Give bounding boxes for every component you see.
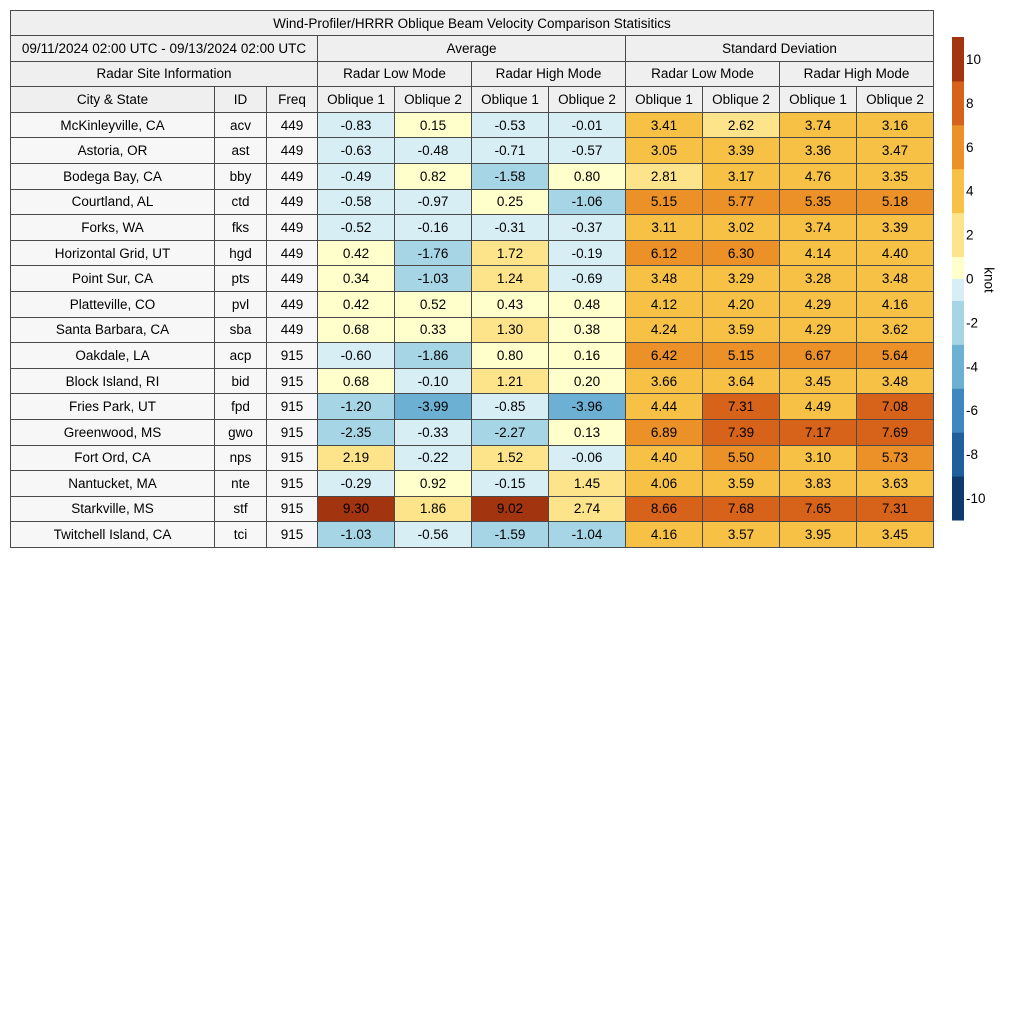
cell-freq: 915 (267, 471, 318, 497)
cell-avg-high-oblique-2: -0.19 (549, 240, 626, 266)
column-header-std-high-oblique-1: Oblique 1 (780, 87, 857, 113)
colorbar-segment (952, 125, 964, 169)
cell-avg-high-oblique-1: 0.80 (472, 343, 549, 369)
cell-std-high-oblique-2: 3.48 (857, 368, 934, 394)
cell-std-low-oblique-2: 5.50 (703, 445, 780, 471)
cell-std-high-oblique-1: 4.76 (780, 163, 857, 189)
cell-avg-low-oblique-1: -0.58 (318, 189, 395, 215)
cell-std-high-oblique-1: 5.35 (780, 189, 857, 215)
cell-std-low-oblique-2: 3.39 (703, 138, 780, 164)
cell-std-high-oblique-2: 5.18 (857, 189, 934, 215)
colorbar-segment (952, 37, 964, 81)
cell-freq: 449 (267, 189, 318, 215)
cell-std-low-oblique-1: 3.11 (626, 215, 703, 241)
cell-freq: 449 (267, 138, 318, 164)
cell-std-low-oblique-1: 4.06 (626, 471, 703, 497)
cell-avg-high-oblique-1: -0.85 (472, 394, 549, 420)
cell-id: sba (215, 317, 267, 343)
cell-id: tci (215, 522, 267, 548)
cell-avg-high-oblique-1: -0.31 (472, 215, 549, 241)
cell-std-high-oblique-1: 3.28 (780, 266, 857, 292)
colorbar-segment (952, 169, 964, 213)
cell-freq: 915 (267, 496, 318, 522)
std-low-mode-header: Radar Low Mode (626, 61, 780, 87)
colorbar-label: knot (981, 267, 997, 293)
cell-std-low-oblique-2: 4.20 (703, 291, 780, 317)
cell-std-low-oblique-1: 2.81 (626, 163, 703, 189)
cell-std-low-oblique-2: 3.59 (703, 317, 780, 343)
cell-city: Platteville, CO (11, 291, 215, 317)
cell-avg-high-oblique-2: 0.16 (549, 343, 626, 369)
cell-avg-high-oblique-2: -0.69 (549, 266, 626, 292)
table-row (11, 471, 934, 497)
cell-std-low-oblique-1: 4.40 (626, 445, 703, 471)
cell-city: Horizontal Grid, UT (11, 240, 215, 266)
colorbar-segment (952, 300, 964, 344)
avg-high-mode-header: Radar High Mode (472, 61, 626, 87)
cell-avg-high-oblique-2: 0.20 (549, 368, 626, 394)
cell-std-high-oblique-2: 7.08 (857, 394, 934, 420)
cell-avg-low-oblique-2: -0.22 (395, 445, 472, 471)
cell-freq: 449 (267, 266, 318, 292)
colorbar-tick-label: -10 (966, 491, 986, 507)
cell-std-low-oblique-1: 6.89 (626, 419, 703, 445)
cell-avg-low-oblique-2: -0.10 (395, 368, 472, 394)
cell-avg-low-oblique-2: -0.33 (395, 419, 472, 445)
cell-avg-high-oblique-1: 9.02 (472, 496, 549, 522)
statistics-table (10, 10, 934, 548)
cell-freq: 915 (267, 343, 318, 369)
column-header-avg-low-oblique-1: Oblique 1 (318, 87, 395, 113)
cell-std-high-oblique-2: 3.45 (857, 522, 934, 548)
cell-std-high-oblique-2: 3.35 (857, 163, 934, 189)
cell-std-low-oblique-1: 8.66 (626, 496, 703, 522)
date-range: 09/11/2024 02:00 UTC - 09/13/2024 02:00 UTC (11, 36, 318, 62)
colorbar-tick-label: -8 (966, 447, 979, 463)
cell-city: Astoria, OR (11, 138, 215, 164)
cell-id: acv (215, 112, 267, 138)
cell-std-high-oblique-1: 4.14 (780, 240, 857, 266)
cell-avg-high-oblique-2: -0.37 (549, 215, 626, 241)
table-row (11, 189, 934, 215)
cell-std-high-oblique-2: 7.69 (857, 419, 934, 445)
cell-avg-low-oblique-1: -2.35 (318, 419, 395, 445)
cell-std-low-oblique-2: 5.15 (703, 343, 780, 369)
cell-city: Santa Barbara, CA (11, 317, 215, 343)
cell-avg-high-oblique-1: -0.71 (472, 138, 549, 164)
cell-std-low-oblique-1: 4.16 (626, 522, 703, 548)
cell-avg-low-oblique-2: 0.33 (395, 317, 472, 343)
cell-avg-high-oblique-1: 1.72 (472, 240, 549, 266)
colorbar-tick-label: 2 (966, 227, 974, 243)
cell-std-high-oblique-2: 5.73 (857, 445, 934, 471)
cell-id: fks (215, 215, 267, 241)
cell-city: McKinleyville, CA (11, 112, 215, 138)
cell-city: Bodega Bay, CA (11, 163, 215, 189)
cell-id: nte (215, 471, 267, 497)
cell-avg-high-oblique-2: 0.48 (549, 291, 626, 317)
colorbar-segment (952, 388, 964, 432)
table-row (11, 317, 934, 343)
cell-city: Greenwood, MS (11, 419, 215, 445)
colorbar-segment (952, 257, 964, 279)
cell-id: pts (215, 266, 267, 292)
cell-avg-high-oblique-1: 1.24 (472, 266, 549, 292)
cell-std-high-oblique-2: 7.31 (857, 496, 934, 522)
table-row (11, 445, 934, 471)
cell-freq: 915 (267, 522, 318, 548)
colorbar-segment (952, 432, 964, 476)
cell-std-high-oblique-2: 3.16 (857, 112, 934, 138)
table-row (11, 368, 934, 394)
cell-avg-high-oblique-1: 1.21 (472, 368, 549, 394)
colorbar-tick-label: 8 (966, 95, 974, 111)
cell-std-low-oblique-1: 5.15 (626, 189, 703, 215)
table-row (11, 215, 934, 241)
cell-avg-low-oblique-1: -0.52 (318, 215, 395, 241)
cell-std-high-oblique-1: 4.29 (780, 291, 857, 317)
std-high-mode-header: Radar High Mode (780, 61, 934, 87)
cell-id: ast (215, 138, 267, 164)
table-row (11, 266, 934, 292)
table-row (11, 291, 934, 317)
column-header-std-low-oblique-1: Oblique 1 (626, 87, 703, 113)
cell-std-high-oblique-1: 3.74 (780, 112, 857, 138)
cell-id: nps (215, 445, 267, 471)
cell-std-low-oblique-2: 3.57 (703, 522, 780, 548)
cell-std-low-oblique-1: 3.48 (626, 266, 703, 292)
cell-freq: 915 (267, 419, 318, 445)
cell-std-high-oblique-2: 4.16 (857, 291, 934, 317)
cell-avg-high-oblique-2: -1.04 (549, 522, 626, 548)
cell-city: Fries Park, UT (11, 394, 215, 420)
table-row (11, 112, 934, 138)
cell-avg-low-oblique-2: -0.56 (395, 522, 472, 548)
cell-avg-high-oblique-2: 0.80 (549, 163, 626, 189)
cell-std-low-oblique-2: 3.02 (703, 215, 780, 241)
cell-freq: 449 (267, 291, 318, 317)
cell-std-low-oblique-2: 3.59 (703, 471, 780, 497)
cell-avg-low-oblique-1: 0.42 (318, 240, 395, 266)
cell-freq: 915 (267, 445, 318, 471)
colorbar-segment (952, 81, 964, 125)
cell-std-low-oblique-1: 6.42 (626, 343, 703, 369)
cell-city: Starkville, MS (11, 496, 215, 522)
cell-std-high-oblique-2: 3.47 (857, 138, 934, 164)
cell-std-high-oblique-1: 3.36 (780, 138, 857, 164)
cell-city: Fort Ord, CA (11, 445, 215, 471)
cell-freq: 449 (267, 112, 318, 138)
avg-low-mode-header: Radar Low Mode (318, 61, 472, 87)
cell-avg-high-oblique-1: -1.58 (472, 163, 549, 189)
cell-avg-low-oblique-1: 0.42 (318, 291, 395, 317)
cell-avg-high-oblique-2: 1.45 (549, 471, 626, 497)
cell-id: gwo (215, 419, 267, 445)
column-header-city: City & State (11, 87, 215, 113)
cell-avg-low-oblique-1: 0.68 (318, 317, 395, 343)
column-header-avg-high-oblique-1: Oblique 1 (472, 87, 549, 113)
cell-std-high-oblique-1: 6.67 (780, 343, 857, 369)
table-row (11, 394, 934, 420)
cell-avg-low-oblique-2: -0.16 (395, 215, 472, 241)
column-header-avg-high-oblique-2: Oblique 2 (549, 87, 626, 113)
colorbar-tick-label: -2 (966, 315, 979, 331)
cell-std-high-oblique-2: 5.64 (857, 343, 934, 369)
cell-std-high-oblique-2: 3.62 (857, 317, 934, 343)
table-row (11, 419, 934, 445)
cell-avg-high-oblique-1: -2.27 (472, 419, 549, 445)
table-row (11, 163, 934, 189)
cell-avg-low-oblique-2: 0.15 (395, 112, 472, 138)
cell-avg-low-oblique-2: -0.97 (395, 189, 472, 215)
cell-avg-high-oblique-2: -3.96 (549, 394, 626, 420)
cell-city: Block Island, RI (11, 368, 215, 394)
cell-std-high-oblique-1: 3.10 (780, 445, 857, 471)
colorbar-tick-label: 10 (966, 51, 982, 67)
cell-avg-high-oblique-1: -0.15 (472, 471, 549, 497)
cell-std-high-oblique-2: 3.39 (857, 215, 934, 241)
cell-city: Point Sur, CA (11, 266, 215, 292)
cell-std-high-oblique-2: 3.48 (857, 266, 934, 292)
cell-avg-high-oblique-2: -0.01 (549, 112, 626, 138)
cell-avg-low-oblique-2: -0.48 (395, 138, 472, 164)
cell-std-high-oblique-1: 3.95 (780, 522, 857, 548)
table-row (11, 496, 934, 522)
cell-avg-high-oblique-1: 0.43 (472, 291, 549, 317)
cell-avg-high-oblique-1: 0.25 (472, 189, 549, 215)
cell-avg-low-oblique-1: 2.19 (318, 445, 395, 471)
cell-freq: 449 (267, 215, 318, 241)
cell-std-low-oblique-1: 4.12 (626, 291, 703, 317)
cell-std-high-oblique-1: 4.49 (780, 394, 857, 420)
cell-freq: 449 (267, 317, 318, 343)
cell-freq: 915 (267, 368, 318, 394)
cell-avg-high-oblique-2: -0.57 (549, 138, 626, 164)
cell-avg-low-oblique-2: -1.86 (395, 343, 472, 369)
colorbar-tick-label: 4 (966, 183, 974, 199)
cell-id: stf (215, 496, 267, 522)
colorbar-tick-label: -4 (966, 359, 979, 375)
colorbar (952, 37, 1022, 527)
cell-city: Oakdale, LA (11, 343, 215, 369)
cell-std-low-oblique-1: 3.05 (626, 138, 703, 164)
cell-std-high-oblique-2: 4.40 (857, 240, 934, 266)
cell-city: Forks, WA (11, 215, 215, 241)
cell-avg-low-oblique-2: 0.52 (395, 291, 472, 317)
cell-freq: 915 (267, 394, 318, 420)
cell-avg-low-oblique-1: -0.83 (318, 112, 395, 138)
table-row (11, 343, 934, 369)
cell-avg-low-oblique-1: -1.03 (318, 522, 395, 548)
cell-std-low-oblique-2: 6.30 (703, 240, 780, 266)
cell-std-high-oblique-1: 3.45 (780, 368, 857, 394)
cell-avg-low-oblique-1: -0.29 (318, 471, 395, 497)
cell-std-high-oblique-1: 7.17 (780, 419, 857, 445)
cell-avg-high-oblique-1: -0.53 (472, 112, 549, 138)
column-header-std-low-oblique-2: Oblique 2 (703, 87, 780, 113)
cell-std-low-oblique-2: 5.77 (703, 189, 780, 215)
column-header-avg-low-oblique-2: Oblique 2 (395, 87, 472, 113)
colorbar-segment (952, 476, 964, 520)
colorbar-tick-label: -6 (966, 403, 979, 419)
cell-std-low-oblique-1: 4.44 (626, 394, 703, 420)
cell-std-low-oblique-2: 3.64 (703, 368, 780, 394)
cell-std-low-oblique-1: 4.24 (626, 317, 703, 343)
cell-avg-low-oblique-2: 1.86 (395, 496, 472, 522)
cell-freq: 449 (267, 163, 318, 189)
cell-avg-high-oblique-1: 1.30 (472, 317, 549, 343)
table-row (11, 522, 934, 548)
colorbar-tick-label: 0 (966, 271, 974, 287)
cell-avg-low-oblique-1: 9.30 (318, 496, 395, 522)
cell-avg-high-oblique-2: 0.38 (549, 317, 626, 343)
cell-avg-low-oblique-1: -1.20 (318, 394, 395, 420)
cell-avg-low-oblique-2: -1.76 (395, 240, 472, 266)
colorbar-tick-label: 6 (966, 139, 974, 155)
cell-id: ctd (215, 189, 267, 215)
cell-std-low-oblique-1: 3.41 (626, 112, 703, 138)
cell-city: Courtland, AL (11, 189, 215, 215)
cell-avg-high-oblique-2: 2.74 (549, 496, 626, 522)
cell-avg-low-oblique-1: 0.68 (318, 368, 395, 394)
cell-avg-low-oblique-2: 0.82 (395, 163, 472, 189)
cell-avg-high-oblique-2: 0.13 (549, 419, 626, 445)
cell-std-high-oblique-1: 7.65 (780, 496, 857, 522)
cell-id: bby (215, 163, 267, 189)
cell-id: fpd (215, 394, 267, 420)
std-dev-header: Standard Deviation (626, 36, 934, 62)
cell-city: Nantucket, MA (11, 471, 215, 497)
cell-id: hgd (215, 240, 267, 266)
site-info-header: Radar Site Information (11, 61, 318, 87)
cell-std-low-oblique-2: 3.29 (703, 266, 780, 292)
cell-id: bid (215, 368, 267, 394)
cell-avg-high-oblique-1: 1.52 (472, 445, 549, 471)
cell-avg-high-oblique-2: -1.06 (549, 189, 626, 215)
cell-avg-low-oblique-1: -0.60 (318, 343, 395, 369)
cell-city: Twitchell Island, CA (11, 522, 215, 548)
cell-avg-low-oblique-2: 0.92 (395, 471, 472, 497)
cell-std-high-oblique-1: 4.29 (780, 317, 857, 343)
table-row (11, 240, 934, 266)
cell-avg-high-oblique-2: -0.06 (549, 445, 626, 471)
cell-std-high-oblique-1: 3.74 (780, 215, 857, 241)
colorbar-segment (952, 279, 964, 301)
cell-std-low-oblique-1: 6.12 (626, 240, 703, 266)
cell-std-low-oblique-2: 2.62 (703, 112, 780, 138)
colorbar-segment (952, 344, 964, 388)
cell-avg-high-oblique-1: -1.59 (472, 522, 549, 548)
column-header-freq: Freq (267, 87, 318, 113)
column-header-std-high-oblique-2: Oblique 2 (857, 87, 934, 113)
cell-id: acp (215, 343, 267, 369)
cell-avg-low-oblique-1: -0.49 (318, 163, 395, 189)
table-title: Wind-Profiler/HRRR Oblique Beam Velocity Comparison Statisitics (11, 11, 934, 36)
cell-avg-low-oblique-1: 0.34 (318, 266, 395, 292)
cell-std-low-oblique-1: 3.66 (626, 368, 703, 394)
cell-freq: 449 (267, 240, 318, 266)
column-header-id: ID (215, 87, 267, 113)
cell-std-high-oblique-1: 3.83 (780, 471, 857, 497)
colorbar-segment (952, 213, 964, 257)
cell-avg-low-oblique-2: -3.99 (395, 394, 472, 420)
cell-std-low-oblique-2: 7.39 (703, 419, 780, 445)
cell-std-low-oblique-2: 7.68 (703, 496, 780, 522)
cell-std-low-oblique-2: 7.31 (703, 394, 780, 420)
cell-std-high-oblique-2: 3.63 (857, 471, 934, 497)
average-header: Average (318, 36, 626, 62)
cell-avg-low-oblique-2: -1.03 (395, 266, 472, 292)
cell-avg-low-oblique-1: -0.63 (318, 138, 395, 164)
cell-id: pvl (215, 291, 267, 317)
table-row (11, 138, 934, 164)
cell-std-low-oblique-2: 3.17 (703, 163, 780, 189)
